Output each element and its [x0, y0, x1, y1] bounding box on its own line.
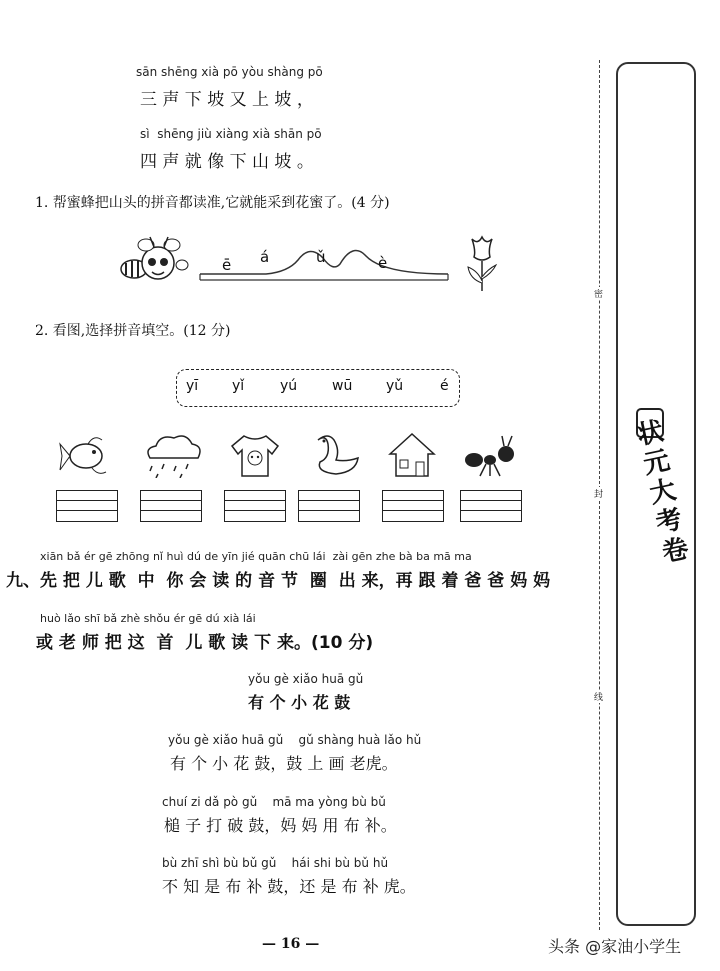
seal-mark-feng: 封	[594, 487, 603, 500]
option-e2: é	[440, 378, 449, 394]
option-yi1: yī	[186, 378, 199, 394]
song-title-pinyin: yǒu gè xiǎo huā gǔ	[248, 672, 364, 686]
pinyin-options-box	[176, 369, 460, 407]
swan-icon	[306, 432, 362, 478]
poem-line2-pinyin: sì shēng jiù xiàng xià shān pō	[140, 127, 322, 141]
song-line1-hanzi: 有 个 小 花 鼓，鼓 上 画 老虎。	[170, 754, 398, 773]
goldfish-icon	[58, 432, 114, 478]
tone-e1: ē	[222, 256, 232, 274]
poem-line2-hanzi: 四 声 就 像 下 山 坡 。	[140, 152, 314, 172]
page-number: — 16 —	[262, 936, 320, 952]
answer-box-4[interactable]	[298, 490, 360, 522]
poem-line1-hanzi: 三 声 下 坡 又 上 坡 ，	[140, 90, 314, 110]
q9-line2-hanzi: 或 老 师 把 这 首 儿 歌 读 下 来。(10 分)	[36, 633, 374, 653]
brand-title: 状元大考卷	[634, 416, 692, 569]
answer-box-1[interactable]	[56, 490, 118, 522]
watermark: 头条 @家油小学生	[548, 937, 682, 956]
house-icon	[386, 432, 438, 478]
t-shirt-icon	[230, 432, 280, 478]
q9-line1-hanzi: 九、先 把 儿 歌 中 你 会 读 的 音 节 圈 出 来，再 跟 着 爸 爸 妈 妈	[6, 571, 551, 591]
q9-line2-pinyin: huò lǎo shī bǎ zhè shǒu ér gē dú xià lái	[40, 612, 256, 625]
song-line2-hanzi: 槌 子 打 破 鼓，妈 妈 用 布 补。	[164, 816, 397, 835]
answer-box-5[interactable]	[382, 490, 444, 522]
question-1-text: 1. 帮蜜蜂把山头的拼音都读准,它就能采到花蜜了。(4 分)	[35, 195, 390, 211]
option-yi3: yǐ	[232, 378, 245, 394]
tone-a2: á	[260, 248, 270, 266]
answer-box-3[interactable]	[224, 490, 286, 522]
ant-icon	[462, 432, 520, 478]
question-2-text: 2. 看图,选择拼音填空。(12 分)	[35, 323, 231, 339]
seal-mark-mi: 密	[594, 287, 603, 300]
tulip-icon	[462, 233, 502, 293]
option-wu1: wū	[332, 378, 353, 394]
song-line2-pinyin: chuí zi dǎ pò gǔ mā ma yòng bù bǔ	[162, 795, 386, 809]
song-line1-pinyin: yǒu gè xiǎo huā gǔ gǔ shàng huà lǎo hǔ	[168, 733, 422, 747]
song-title: 有 个 小 花 鼓	[248, 693, 351, 712]
bee-icon	[112, 235, 192, 290]
answer-box-6[interactable]	[460, 490, 522, 522]
tone-u3: ǔ	[316, 248, 326, 266]
option-yu3: yǔ	[386, 378, 404, 394]
seal-mark-xian: 线	[594, 690, 603, 703]
song-line3-hanzi: 不 知 是 布 补 鼓，还 是 布 补 虎。	[162, 877, 416, 896]
rain-cloud-icon	[142, 432, 206, 478]
poem-line1-pinyin: sān shēng xià pō yòu shàng pō	[136, 65, 323, 79]
song-line3-pinyin: bù zhī shì bù bǔ gǔ hái shi bù bǔ hǔ	[162, 856, 389, 870]
q9-line1-pinyin: xiān bǎ ér gē zhōng nǐ huì dú de yīn jié quān chū lái zài gēn zhe bà ba mā ma	[40, 550, 472, 563]
tone-e4: è	[378, 254, 388, 272]
answer-box-2[interactable]	[140, 490, 202, 522]
option-yu2: yú	[280, 378, 298, 394]
